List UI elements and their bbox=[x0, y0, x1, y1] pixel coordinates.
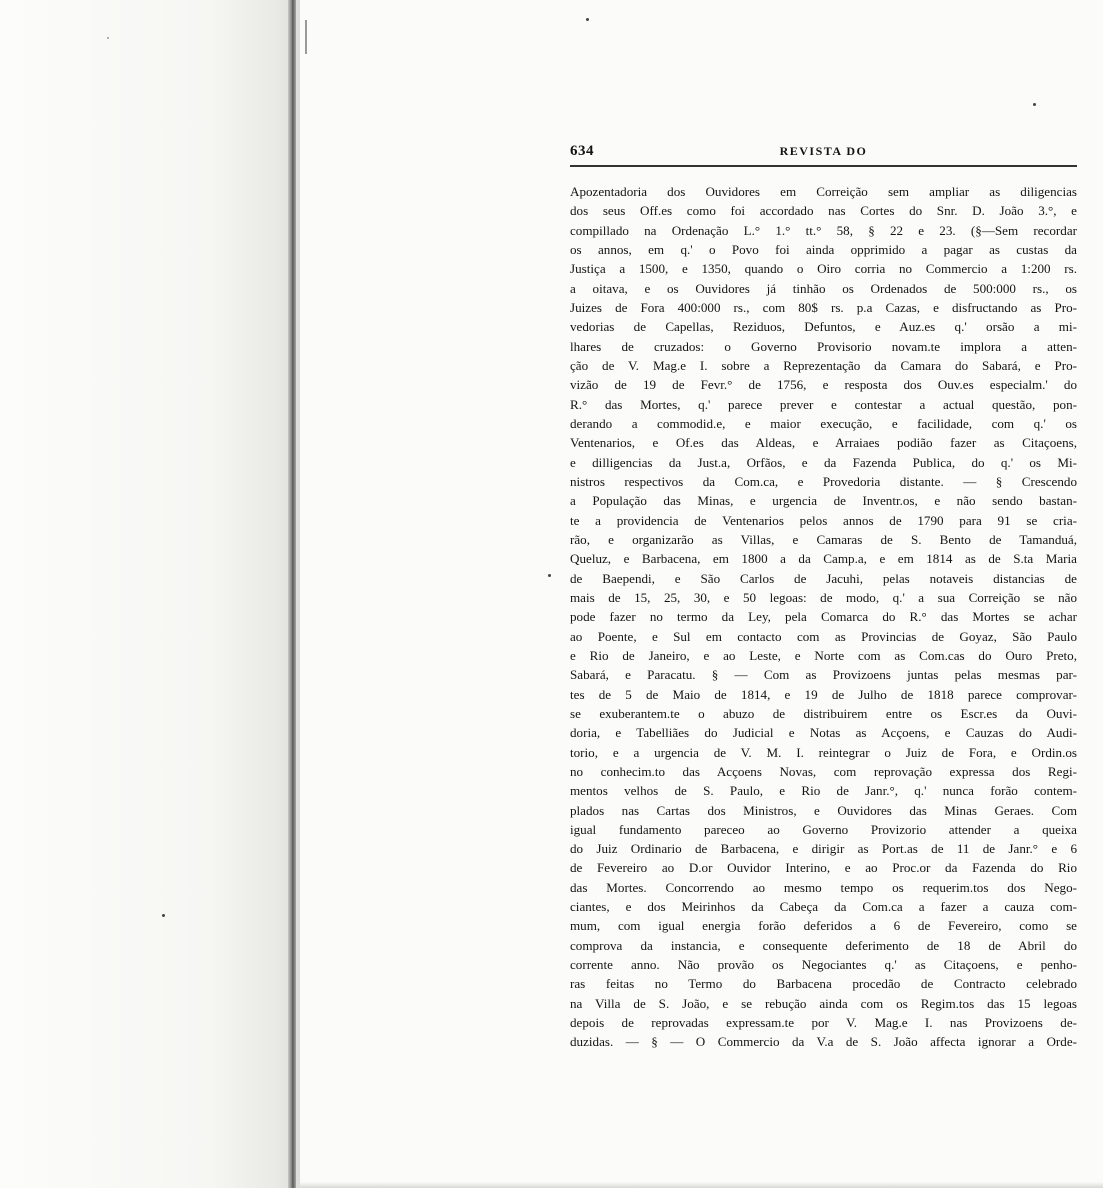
text-line: mentos velhos de S. Paulo, e Rio de Janr.°, q.' nunca forão contem- bbox=[570, 783, 1077, 799]
text-line: Apozentadoria dos Ouvidores em Correição sem ampliar as diligencias bbox=[570, 184, 1077, 199]
text-line: e dilligencias da Just.a, Orfãos, e da Fazenda Publica, do q.' os Mi- bbox=[570, 454, 1077, 470]
text-line: de Fevereiro ao D.or Ouvidor Interino, e ao Proc.or da Fazenda do Rio bbox=[570, 860, 1077, 876]
text-line: de Baependi, e São Carlos de Jacuhi, pelas notaveis distancias de bbox=[570, 570, 1077, 586]
text-line: do Juiz Ordinario de Barbacena, e dirigir as Port.as de 11 de Janr.° e 6 bbox=[570, 841, 1077, 857]
text-line: Justiça a 1500, e 1350, quando o Oiro corria no Commercio a 1:200 rs. bbox=[570, 261, 1077, 277]
text-line: te a providencia de Ventenarios pelos annos de 1790 para 91 se cria- bbox=[570, 512, 1077, 528]
text-line: vedorias de Capellas, Reziduos, Defuntos, e Auz.es q.' orsão a mi- bbox=[570, 319, 1077, 335]
running-title: REVISTA DO bbox=[779, 144, 868, 158]
book-gutter bbox=[288, 0, 296, 1188]
scan-shadow bbox=[300, 1182, 1103, 1188]
text-line: e Rio de Janeiro, e ao Leste, e Norte com as Com.cas do Ouro Preto, bbox=[570, 647, 1077, 663]
page-number: 634 bbox=[570, 143, 594, 159]
scan-speck bbox=[586, 18, 589, 21]
text-line: doria, e Tabelliães do Judicial e Notas as Acçoens, e Cauzas do Audi- bbox=[570, 725, 1077, 741]
text-line: Juizes de Fora 400:000 rs., com 80$ rs. p.a Cazas, e disfructando as Pro- bbox=[570, 299, 1077, 315]
text-line: nistros respectivos da Com.ca, e Provedoria distante. — § Crescendo bbox=[570, 473, 1077, 489]
text-line: dos seus Off.es como foi accordado nas Cortes do Snr. D. João 3.°, e bbox=[570, 203, 1077, 219]
text-line: no conhecim.to das Acçoens Novas, com reprovação expressa dos Regi- bbox=[570, 763, 1077, 779]
text-line: Queluz, e Barbacena, em 1800 a da Camp.a, e em 1814 as de S.ta Maria bbox=[570, 551, 1077, 567]
scan-speck bbox=[548, 574, 551, 577]
text-line: comprova da instancia, e consequente deferimento de 18 de Abril do bbox=[570, 937, 1077, 953]
scan-speck bbox=[1033, 103, 1036, 106]
text-line: pode fazer no termo da Ley, pela Comarca do R.° das Mortes se achar bbox=[570, 609, 1077, 625]
text-line: tes de 5 de Maio de 1814, e 19 de Julho de 1818 parece comprovar- bbox=[570, 686, 1077, 702]
text-line: ção de V. Mag.e I. sobre a Reprezentação da Camara do Sabará, e Pro- bbox=[570, 357, 1077, 373]
text-line: plados nas Cartas dos Ministros, e Ouvidores das Minas Geraes. Com bbox=[570, 802, 1077, 818]
text-line: rão, e organizarão as Villas, e Camaras de S. Bento de Tamanduá, bbox=[570, 531, 1077, 547]
text-line: torio, e a urgencia de V. M. I. reintegrar o Juiz de Fora, e Ordin.os bbox=[570, 744, 1077, 760]
text-line: depois de reprovadas expressam.te por V. Mag.e I. nas Provizoens de- bbox=[570, 1015, 1077, 1031]
scan-speck bbox=[107, 37, 109, 39]
gutter-mark bbox=[305, 20, 307, 54]
header-rule bbox=[570, 165, 1077, 167]
text-line: a População das Minas, e urgencia de Inventr.os, e não sendo bastan- bbox=[570, 493, 1077, 509]
text-line: corrente anno. Não provão os Negociantes q.' as Citaçoens, e penho- bbox=[570, 957, 1077, 973]
page-header bbox=[570, 143, 1077, 165]
scan-speck bbox=[162, 914, 165, 917]
body-text bbox=[570, 182, 1077, 1052]
text-line: na Villa de S. João, e se rebução ainda com os Regim.tos das 15 legoas bbox=[570, 995, 1077, 1011]
text-line: a oitava, e os Ouvidores já tinhão os Ordenados de 500:000 rs., os bbox=[570, 280, 1077, 296]
text-line: Sabará, e Paracatu. § — Com as Provizoens juntas pelas mesmas par- bbox=[570, 667, 1077, 683]
text-line: ras feitas no Termo do Barbacena procedão de Contracto celebrado bbox=[570, 976, 1077, 992]
text-line: se exuberantem.te o abuzo de distribuirem entre os Escr.es da Ouvi- bbox=[570, 705, 1077, 721]
text-line: das Mortes. Concorrendo ao mesmo tempo os requerim.tos dos Nego- bbox=[570, 879, 1077, 895]
text-line: compillado na Ordenação L.° 1.° tt.° 58, § 22 e 23. (§—Sem recordar bbox=[570, 222, 1077, 238]
text-line: mais de 15, 25, 30, e 50 legoas: de modo, q.' a sua Correição se não bbox=[570, 589, 1077, 605]
facing-page-edge bbox=[0, 0, 300, 1188]
text-line: R.° das Mortes, q.' parece prever e contestar a actual questão, pon- bbox=[570, 396, 1077, 412]
text-line: os annos, em q.' o Povo foi ainda opprimido a pagar as custas da bbox=[570, 241, 1077, 257]
text-line: vizão de 19 de Fevr.° de 1756, e resposta dos Ouv.es especialm.' do bbox=[570, 377, 1077, 393]
text-line: mum, com igual energia forão deferidos a 6 de Fevereiro, como se bbox=[570, 918, 1077, 934]
text-line: ao Poente, e Sul em contacto com as Provincias de Goyaz, São Paulo bbox=[570, 628, 1077, 644]
text-line: derando a commodid.e, e maior execução, e facilidade, com q.' os bbox=[570, 415, 1077, 431]
text-line: duzidas. — § — O Commercio da V.a de S. João affecta ignorar a Orde- bbox=[570, 1034, 1077, 1050]
text-line: ciantes, e dos Meirinhos da Cabeça da Com.ca a fazer a cauza com- bbox=[570, 899, 1077, 915]
text-line: igual fundamento pareceo ao Governo Provizorio attender a queixa bbox=[570, 821, 1077, 837]
text-line: Ventenarios, e Of.es das Aldeas, e Arraiaes podião fazer as Citaçoens, bbox=[570, 435, 1077, 451]
text-line: lhares de cruzados: o Governo Provisorio novam.te implora a atten- bbox=[570, 338, 1077, 354]
